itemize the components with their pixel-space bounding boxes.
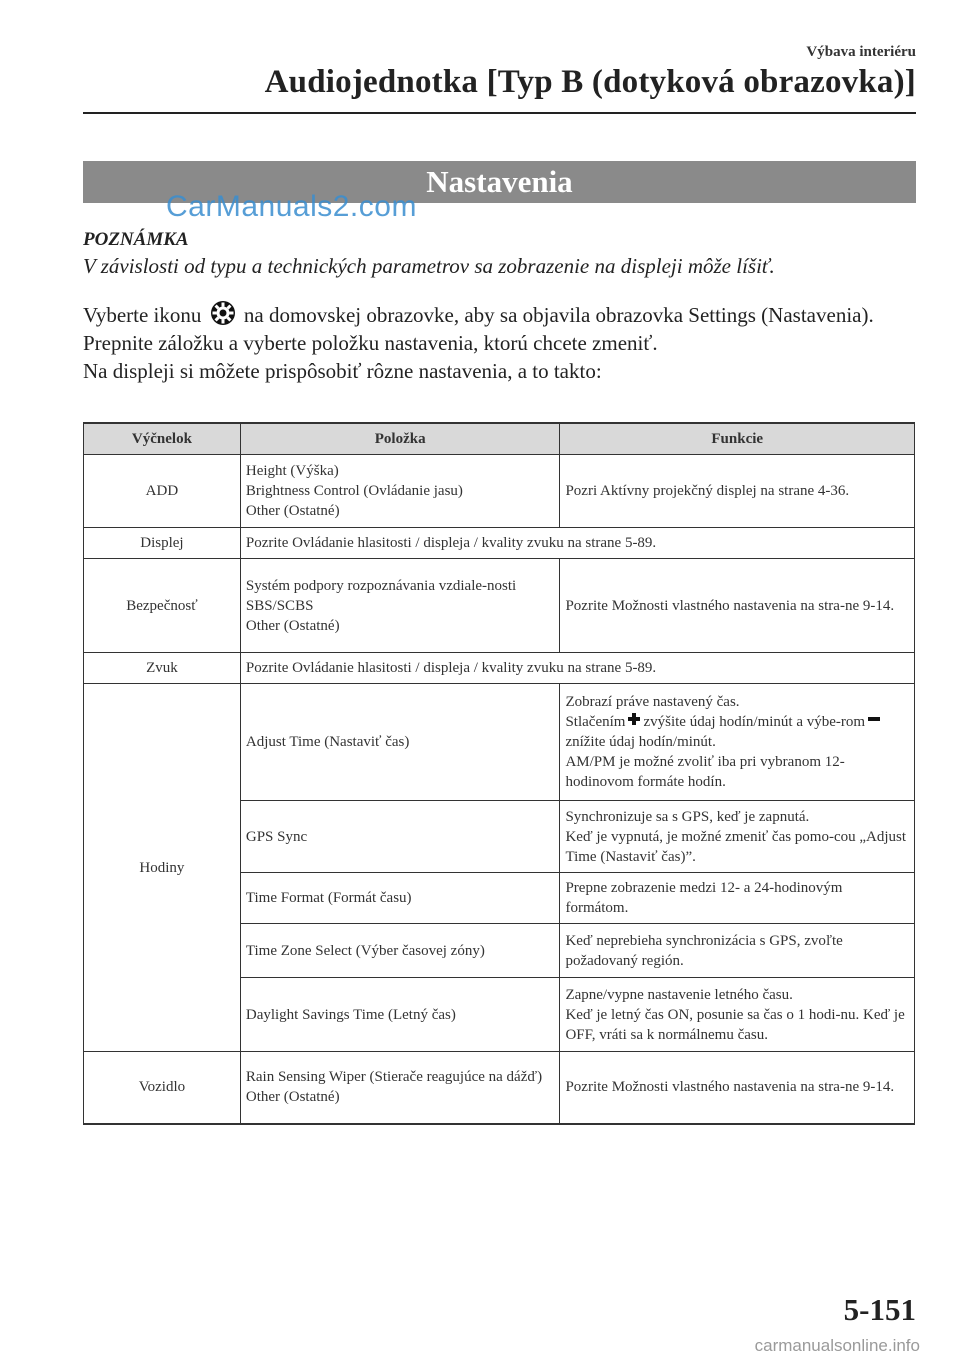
function-text: zvýšite údaj hodín/minút a výbe-rom: [643, 714, 866, 730]
item-line: Systém podpory rozpoznávania vzdiale-nosti: [245, 577, 517, 594]
plus-icon: [628, 713, 640, 725]
note-text: V závislosti od typu a technických parametrov sa zobrazenie na displeji môže líšiť.: [83, 254, 775, 278]
page-number: 5-151: [843, 1292, 916, 1327]
function-cell: [560, 978, 915, 1052]
category-cell: Bezpečnosť: [84, 559, 241, 653]
intro-line-1: [83, 300, 913, 329]
item-cell: Daylight Savings Time (Letný čas): [240, 978, 560, 1052]
watermark-bottom: carmanualsonline.info: [754, 1336, 920, 1355]
category-cell: Vozidlo: [84, 1052, 241, 1124]
category-cell: ADD: [84, 455, 241, 528]
function-line: Zapne/vypne nastavenie letného času.: [565, 986, 793, 1003]
function-text: Stlačením: [565, 714, 626, 730]
item-cell: GPS Sync: [240, 801, 560, 873]
settings-table: [83, 422, 915, 1125]
function-cell: [560, 684, 915, 801]
function-line: [565, 712, 909, 752]
item-cell: Time Format (Formát času): [240, 873, 560, 924]
header-section-label: Výbava interiéru: [806, 44, 916, 60]
table-row-vehicle: [84, 1052, 915, 1124]
table-row-sound: [84, 653, 915, 684]
item-line: Other (Ostatné): [245, 1089, 340, 1106]
function-text: znížite údaj hodín/minút.: [565, 734, 716, 750]
item-line: Other (Ostatné): [245, 617, 340, 634]
function-cell: Prepne zobrazenie medzi 12- a 24-hodinovým formátom.: [560, 873, 915, 924]
intro-text: [83, 300, 913, 385]
item-line: Other (Ostatné): [245, 503, 340, 519]
item-line: Height (Výška): [245, 463, 339, 479]
function-cell: Pozrite Možnosti vlastného nastavenia na stra-ne 9-14.: [560, 1052, 915, 1124]
function-cell: [560, 801, 915, 873]
section-title-bar: Nastavenia: [83, 161, 916, 203]
merged-cell: Pozrite Ovládanie hlasitosti / displeja / kvality zvuku na strane 5-89.: [240, 653, 914, 684]
intro-line-3: Na displeji si môžete prispôsobiť rôzne nastavenia, a to takto:: [83, 359, 602, 383]
gear-icon: [210, 300, 236, 326]
item-cell: [240, 559, 560, 653]
category-cell: Zvuk: [84, 653, 241, 684]
merged-cell: Pozrite Ovládanie hlasitosti / displeja / kvality zvuku na strane 5-89.: [240, 528, 914, 559]
header-rule: [83, 112, 916, 114]
watermark-top: CarManuals2.com: [166, 190, 417, 223]
item-cell: Adjust Time (Nastaviť čas): [240, 684, 560, 801]
intro-line-2: Prepnite záložku a vyberte položku nastavenia, ktorú chcete zmeniť.: [83, 331, 658, 355]
category-cell: Displej: [84, 528, 241, 559]
function-line: Synchronizuje sa s GPS, keď je zapnutá.: [565, 808, 810, 825]
table-row-adjust-time: [84, 684, 915, 801]
item-line: Brightness Control (Ovládanie jasu): [245, 483, 463, 499]
table-header-row: [84, 423, 915, 455]
item-cell: [240, 455, 560, 528]
minus-icon: [868, 713, 880, 725]
header-title: Audiojednotka [Typ B (dotyková obrazovka)]: [264, 64, 916, 100]
table-row-display: [84, 528, 915, 559]
note-label: POZNÁMKA: [83, 229, 189, 250]
table-row-add: [84, 455, 915, 528]
intro-line-1-before: Vyberte ikonu: [83, 303, 202, 327]
intro-line-1-after: na domovskej obrazovke, aby sa objavila obrazovka Settings (Nastavenia).: [243, 303, 874, 327]
function-line: Keď je letný čas ON, posunie sa čas o 1 hodi-nu. Keď je OFF, vráti sa k normálnemu času.: [565, 1006, 905, 1043]
header-cell-function: Funkcie: [560, 423, 915, 455]
item-cell: [240, 1052, 560, 1124]
item-cell: Time Zone Select (Výber časovej zóny): [240, 924, 560, 978]
item-line: Rain Sensing Wiper (Stierače reagujúce na dážď): [245, 1069, 543, 1086]
table-row-safety: [84, 559, 915, 653]
function-cell: Pozrite Možnosti vlastného nastavenia na stra-ne 9-14.: [560, 559, 915, 653]
function-line: AM/PM je možné zvoliť iba pri vybranom 12-hodinovom formáte hodín.: [565, 754, 845, 790]
item-line: SBS/SCBS: [245, 597, 314, 614]
header-cell-tab: Výčnelok: [84, 423, 241, 455]
function-line: Zobrazí práve nastavený čas.: [565, 694, 740, 710]
function-cell: Pozri Aktívny projekčný displej na strane 4-36.: [560, 455, 915, 528]
category-cell: Hodiny: [84, 684, 241, 1052]
function-cell: Keď neprebieha synchronizácia s GPS, zvoľte požadovaný región.: [560, 924, 915, 978]
function-line: Keď je vypnutá, je možné zmeniť čas pomo-cou „Adjust Time (Nastaviť čas)”.: [565, 828, 907, 865]
header-cell-item: Položka: [240, 423, 560, 455]
